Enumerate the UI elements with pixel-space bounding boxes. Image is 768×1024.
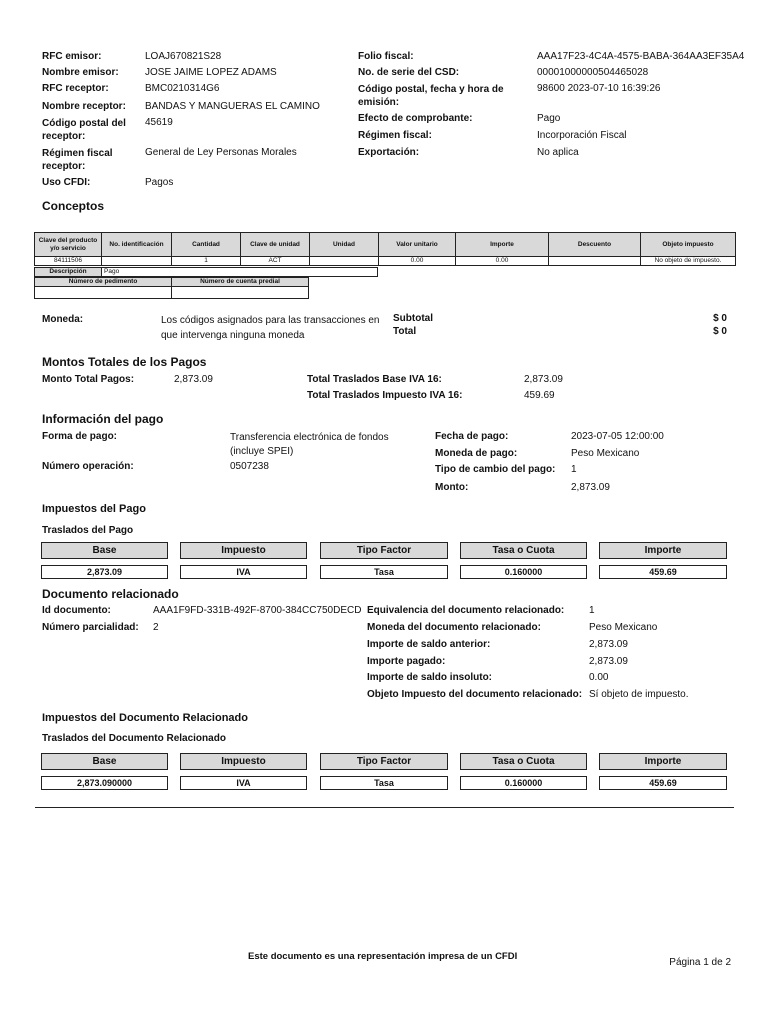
fecha-pago-value: 2023-07-05 12:00:00 bbox=[571, 431, 664, 442]
moneda-pago-label: Moneda de pago: bbox=[435, 448, 518, 459]
importe-pagado-value: 2,873.09 bbox=[589, 656, 628, 667]
col-no-identificacion: No. identificación bbox=[102, 233, 172, 257]
traslados-doc-subtitle: Traslados del Documento Relacionado bbox=[42, 733, 226, 744]
traslados-pago-tasa: 0.160000 bbox=[460, 565, 587, 579]
forma-pago-value: Transferencia electrónica de fondos (incluye SPEI) bbox=[230, 432, 389, 457]
exportacion-label: Exportación: bbox=[358, 147, 420, 158]
col-importe: Importe bbox=[456, 233, 549, 257]
parcialidad-label: Número parcialidad: bbox=[42, 622, 139, 633]
traslados-pago-header-tasa: Tasa o Cuota bbox=[460, 542, 587, 559]
descripcion-value: Pago bbox=[102, 268, 378, 277]
tipo-cambio-label: Tipo de cambio del pago: bbox=[435, 464, 556, 475]
cp-receptor-label: Código postal del receptor: bbox=[42, 118, 126, 142]
importe-pagado-label: Importe pagado: bbox=[367, 656, 446, 667]
folio-fiscal-value: AAA17F23-4C4A-4575-BABA-364AA3EF35A4 bbox=[537, 51, 745, 62]
cell-no-identificacion bbox=[102, 257, 172, 266]
col-valor-unitario: Valor unitario bbox=[379, 233, 456, 257]
regimen-receptor-value: General de Ley Personas Morales bbox=[145, 147, 297, 158]
traslados-pago-header-base: Base bbox=[41, 542, 168, 559]
efecto-value: Pago bbox=[537, 113, 561, 124]
traslados-doc-base: 2,873.090000 bbox=[41, 776, 168, 790]
uso-cfdi-label: Uso CFDI: bbox=[42, 177, 91, 188]
table-row bbox=[35, 257, 736, 266]
descripcion-label: Descripción bbox=[35, 268, 102, 277]
doc-rel-title: Documento relacionado bbox=[42, 587, 179, 601]
cell-cantidad: 1 bbox=[172, 257, 241, 266]
pedimento-table bbox=[34, 277, 309, 299]
cp-fecha-label: Código postal, fecha y hora de emisión: bbox=[358, 84, 504, 108]
impuestos-pago-title: Impuestos del Pago bbox=[42, 503, 146, 515]
descripcion-table bbox=[34, 267, 378, 277]
pedimento-value bbox=[35, 287, 172, 299]
conceptos-header-row bbox=[35, 233, 736, 257]
traslados-pago-base: 2,873.09 bbox=[41, 565, 168, 579]
traslados-doc-tipo-factor: Tasa bbox=[320, 776, 448, 790]
serie-csd-label: No. de serie del CSD: bbox=[358, 67, 460, 78]
regimen-receptor-label: Régimen fiscal receptor: bbox=[42, 148, 113, 172]
serie-csd-value: 00001000000504465028 bbox=[537, 67, 649, 78]
moneda-pago-value: Peso Mexicano bbox=[571, 448, 640, 459]
total-value: $ 0 bbox=[713, 326, 727, 337]
divider bbox=[35, 807, 734, 808]
cell-clave-unidad: ACT bbox=[241, 257, 310, 266]
id-documento-label: Id documento: bbox=[42, 605, 111, 616]
traslados-doc-header-impuesto: Impuesto bbox=[180, 753, 307, 770]
page-number: Página 1 de 2 bbox=[669, 957, 731, 968]
objeto-impuesto-doc-label: Objeto Impuesto del documento relacionado: bbox=[367, 689, 583, 700]
footer-note: Este documento es una representación impresa de un CFDI bbox=[248, 951, 518, 962]
folio-fiscal-label: Folio fiscal: bbox=[358, 51, 414, 62]
regimen-fiscal-value: Incorporación Fiscal bbox=[537, 130, 627, 141]
cell-objeto-impuesto: No objeto de impuesto. bbox=[641, 257, 736, 266]
fecha-pago-label: Fecha de pago: bbox=[435, 431, 509, 442]
col-cantidad: Cantidad bbox=[172, 233, 241, 257]
traslados-pago-impuesto: IVA bbox=[180, 565, 307, 579]
traslados-doc-tasa: 0.160000 bbox=[460, 776, 587, 790]
impuestos-doc-title: Impuestos del Documento Relacionado bbox=[42, 712, 248, 724]
equivalencia-label: Equivalencia del documento relacionado: bbox=[367, 605, 565, 616]
pedimento-label: Número de pedimento bbox=[35, 278, 172, 287]
moneda-value: Los códigos asignados para las transacciones en que intervenga ninguna moneda bbox=[161, 315, 380, 341]
traslados-pago-header-importe: Importe bbox=[599, 542, 727, 559]
monto-pago-value: 2,873.09 bbox=[571, 482, 610, 493]
regimen-fiscal-label: Régimen fiscal: bbox=[358, 130, 432, 141]
forma-pago-label: Forma de pago: bbox=[42, 431, 118, 442]
monto-total-value: 2,873.09 bbox=[174, 374, 213, 385]
nombre-receptor-label: Nombre receptor: bbox=[42, 101, 126, 112]
id-documento-value: AAA1F9FD-331B-492F-8700-384CC750DECD bbox=[153, 605, 362, 616]
tipo-cambio-value: 1 bbox=[571, 464, 577, 475]
nombre-emisor-label: Nombre emisor: bbox=[42, 67, 119, 78]
moneda-label: Moneda: bbox=[42, 314, 84, 325]
efecto-label: Efecto de comprobante: bbox=[358, 113, 473, 124]
saldo-anterior-value: 2,873.09 bbox=[589, 639, 628, 650]
saldo-insoluto-label: Importe de saldo insoluto: bbox=[367, 672, 493, 683]
traslados-doc-impuesto: IVA bbox=[180, 776, 307, 790]
base-iva-label: Total Traslados Base IVA 16: bbox=[307, 374, 442, 385]
cell-clave-producto: 84111506 bbox=[35, 257, 102, 266]
equivalencia-value: 1 bbox=[589, 605, 595, 616]
conceptos-title: Conceptos bbox=[42, 199, 105, 213]
pago-title: Información del pago bbox=[42, 412, 164, 426]
traslados-doc-header-base: Base bbox=[41, 753, 168, 770]
col-objeto-impuesto: Objeto impuesto bbox=[641, 233, 736, 257]
montos-title: Montos Totales de los Pagos bbox=[42, 355, 207, 369]
cell-importe: 0.00 bbox=[456, 257, 549, 266]
cell-valor-unitario: 0.00 bbox=[379, 257, 456, 266]
cp-receptor-value: 45619 bbox=[145, 117, 173, 128]
traslados-doc-header-importe: Importe bbox=[599, 753, 727, 770]
rfc-emisor-value: LOAJ670821S28 bbox=[145, 51, 222, 62]
exportacion-value: No aplica bbox=[537, 147, 579, 158]
col-unidad: Unidad bbox=[310, 233, 379, 257]
predial-value bbox=[172, 287, 309, 299]
traslados-doc-header-tipo-factor: Tipo Factor bbox=[320, 753, 448, 770]
numero-operacion-value: 0507238 bbox=[230, 461, 269, 472]
numero-operacion-label: Número operación: bbox=[42, 461, 134, 472]
subtotal-label: Subtotal bbox=[393, 313, 433, 324]
traslados-doc-importe: 459.69 bbox=[599, 776, 727, 790]
monto-pago-label: Monto: bbox=[435, 482, 469, 493]
total-label: Total bbox=[393, 326, 417, 337]
traslados-doc-header-tasa: Tasa o Cuota bbox=[460, 753, 587, 770]
traslados-pago-header-tipo-factor: Tipo Factor bbox=[320, 542, 448, 559]
nombre-receptor-value: BANDAS Y MANGUERAS EL CAMINO bbox=[145, 101, 320, 112]
cell-unidad bbox=[310, 257, 379, 266]
moneda-doc-value: Peso Mexicano bbox=[589, 622, 658, 633]
traslados-pago-header-impuesto: Impuesto bbox=[180, 542, 307, 559]
conceptos-table bbox=[34, 232, 736, 266]
predial-label: Número de cuenta predial bbox=[172, 278, 309, 287]
subtotal-value: $ 0 bbox=[713, 313, 727, 324]
cell-descuento bbox=[549, 257, 641, 266]
traslados-pago-importe: 459.69 bbox=[599, 565, 727, 579]
impuesto-iva-value: 459.69 bbox=[524, 390, 555, 401]
monto-total-label: Monto Total Pagos: bbox=[42, 374, 135, 385]
rfc-emisor-label: RFC emisor: bbox=[42, 51, 102, 62]
impuesto-iva-label: Total Traslados Impuesto IVA 16: bbox=[307, 390, 463, 401]
col-clave-unidad: Clave de unidad bbox=[241, 233, 310, 257]
traslados-pago-tipo-factor: Tasa bbox=[320, 565, 448, 579]
parcialidad-value: 2 bbox=[153, 622, 159, 633]
base-iva-value: 2,873.09 bbox=[524, 374, 563, 385]
moneda-doc-label: Moneda del documento relacionado: bbox=[367, 622, 541, 633]
objeto-impuesto-doc-value: Sí objeto de impuesto. bbox=[589, 689, 689, 700]
nombre-emisor-value: JOSE JAIME LOPEZ ADAMS bbox=[145, 67, 277, 78]
rfc-receptor-label: RFC receptor: bbox=[42, 83, 109, 94]
cp-fecha-value: 98600 2023-07-10 16:39:26 bbox=[537, 83, 661, 94]
col-clave-producto: Clave del producto y/o servicio bbox=[35, 233, 102, 257]
saldo-insoluto-value: 0.00 bbox=[589, 672, 609, 683]
rfc-receptor-value: BMC0210314G6 bbox=[145, 83, 220, 94]
col-descuento: Descuento bbox=[549, 233, 641, 257]
uso-cfdi-value: Pagos bbox=[145, 177, 174, 188]
traslados-pago-subtitle: Traslados del Pago bbox=[42, 525, 134, 536]
saldo-anterior-label: Importe de saldo anterior: bbox=[367, 639, 491, 650]
